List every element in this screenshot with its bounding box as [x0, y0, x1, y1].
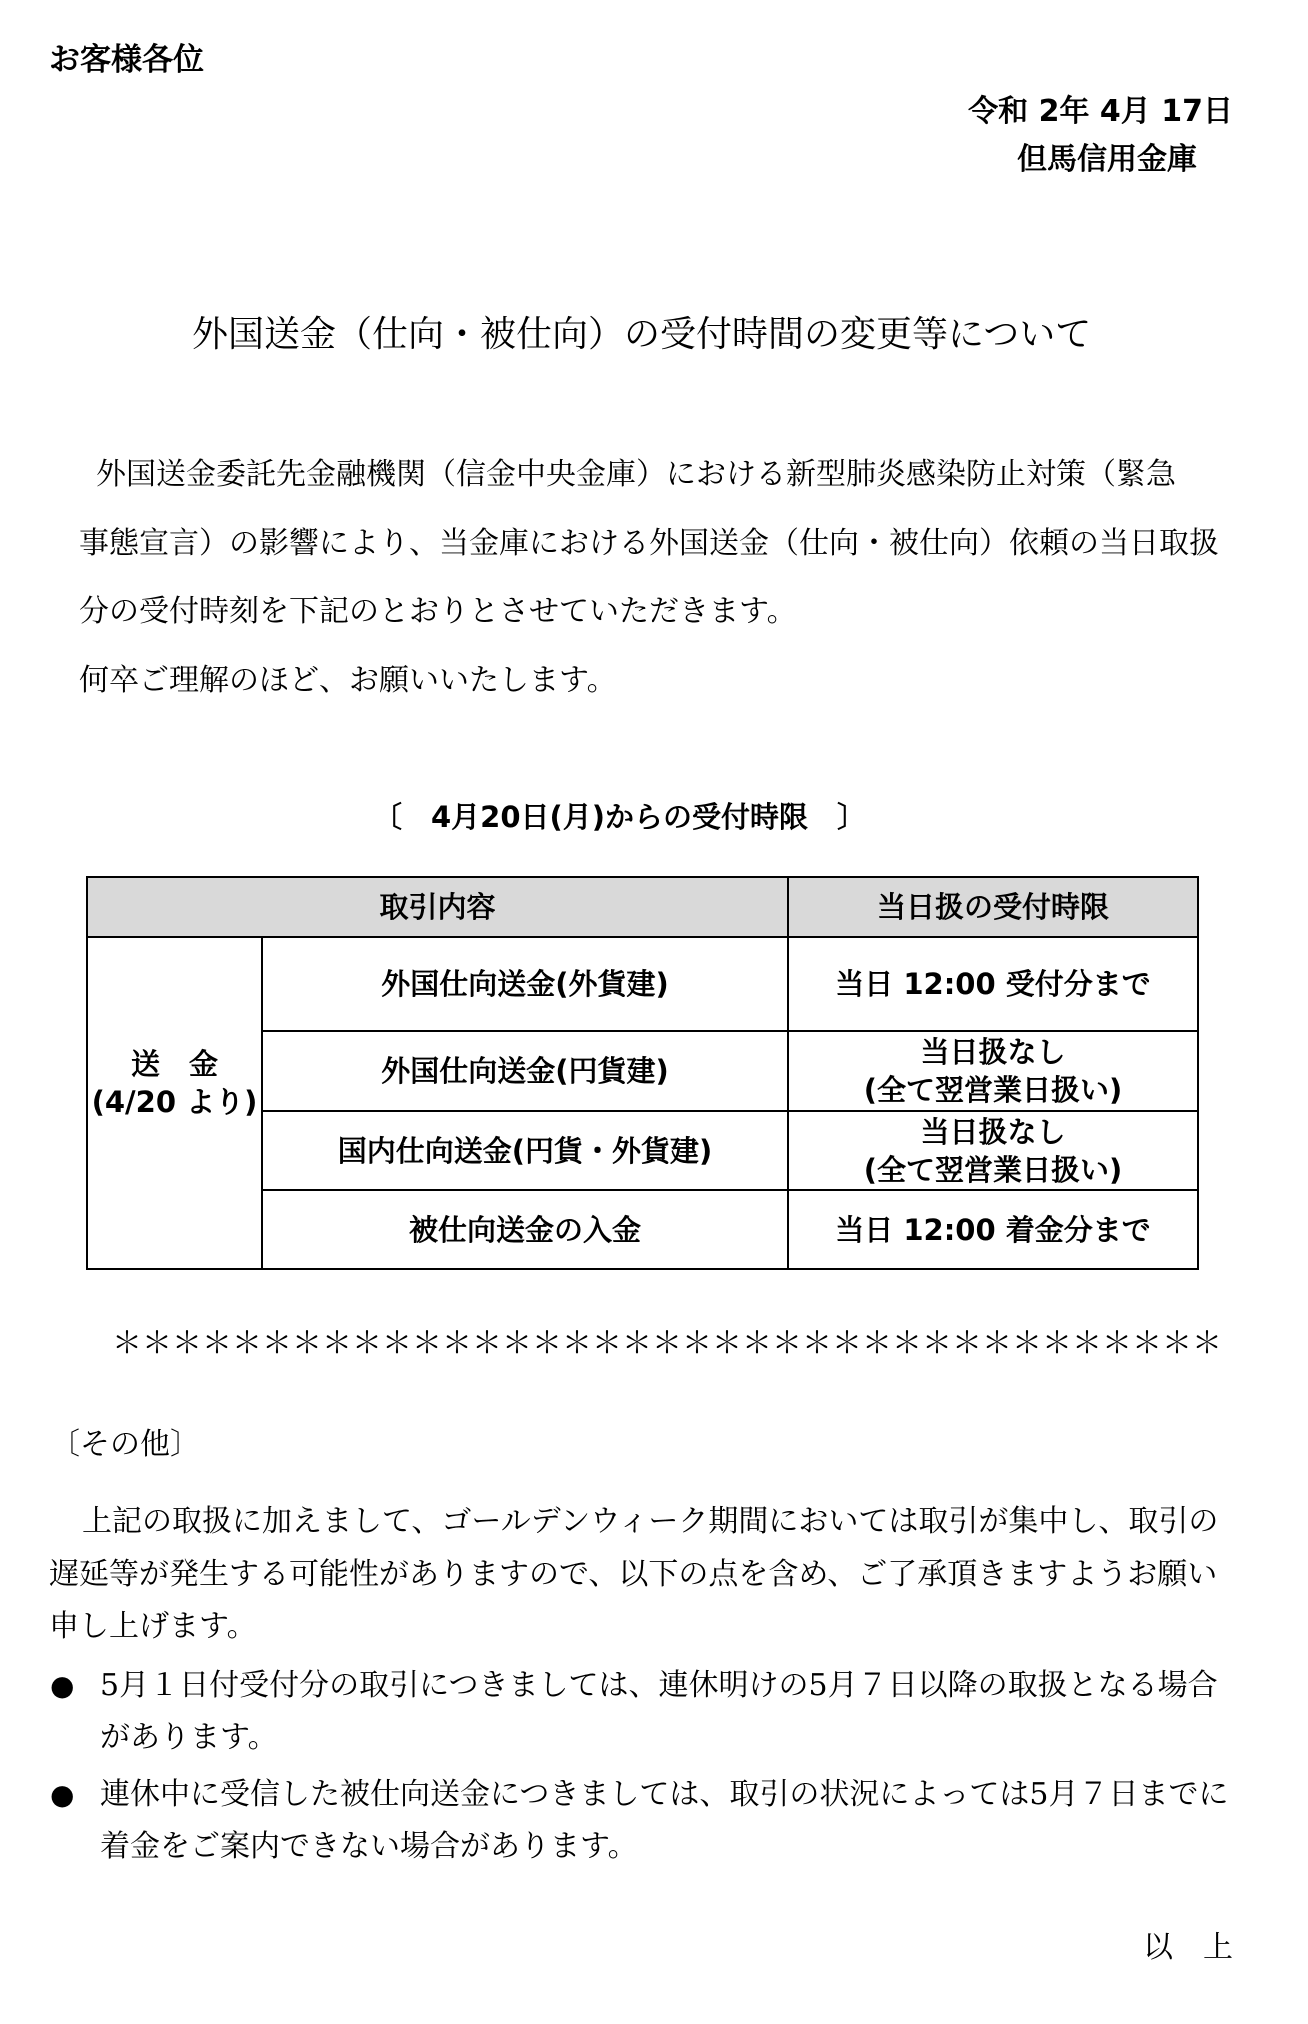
deadline-cell — [788, 937, 1198, 1031]
other-line: 申し上げます。 — [49, 1609, 257, 1644]
bullet-item — [100, 1769, 1229, 1873]
bullet-line: 着金をご案内できない場合があります。 — [100, 1829, 638, 1864]
table-header-row — [87, 877, 1198, 937]
other-line: 上記の取扱に加えまして、ゴールデンウィーク期間においては取引が集中し、取引の — [82, 1504, 1219, 1539]
intro-line: 分の受付時刻を下記のとおりとさせていただきます。 — [79, 594, 797, 630]
other-line: 遅延等が発生する可能性がありますので、以下の点を含め、ご了承頂きますようお願い — [49, 1556, 1218, 1592]
bullet-line: があります。 — [100, 1720, 278, 1755]
intro-line: 外国送金委託先金融機関（信金中央金庫）における新型肺炎感染防止対策（緊急 — [96, 457, 1176, 492]
deadline-cell — [788, 1111, 1198, 1190]
bullet-icon: ● — [50, 1669, 75, 1702]
transaction-cell: 被仕向送金の入金 — [262, 1190, 788, 1269]
group-cell — [87, 937, 262, 1269]
bullet-line: 5月１日付受付分の取引につきましては、連休明けの5月７日以降の取扱となる場合 — [100, 1668, 1218, 1703]
intro-line: 何卒ご理解のほど、お願いいたします。 — [79, 662, 617, 698]
table-row — [87, 937, 1198, 1031]
intro-paragraph — [79, 441, 1219, 715]
deadline-line: 当日扱なし — [920, 1035, 1066, 1069]
deadline-line: (全て翌営業日扱い) — [863, 1152, 1123, 1187]
intro-line: 事態宣言）の影響により、当金庫における外国送金（仕向・被仕向）依頼の当日取扱 — [79, 525, 1219, 561]
bullet-icon: ● — [50, 1778, 75, 1811]
transaction-cell: 国内仕向送金(円貨・外貨建) — [262, 1111, 788, 1190]
closing-mark: 以 上 — [1143, 1930, 1233, 1965]
other-heading: 〔その他〕 — [50, 1427, 200, 1462]
deadline-cell — [788, 1190, 1198, 1269]
schedule-heading: 〔 4月20日(月)からの受付時限 〕 — [373, 800, 867, 834]
issue-date: 令和 2年 4月 17日 — [968, 94, 1233, 129]
bullet-item — [100, 1660, 1218, 1764]
transaction-cell: 外国仕向送金(円貨建) — [262, 1031, 788, 1111]
deadline-cell — [788, 1031, 1198, 1111]
sender-name: 但馬信用金庫 — [1017, 142, 1197, 177]
group-label: 送 金 — [130, 1047, 218, 1081]
deadline-line: 当日 12:00 受付分まで — [835, 967, 1151, 1001]
bullet-line: 連休中に受信した被仕向送金につきましては、取引の状況によっては5月７日までに — [100, 1777, 1229, 1812]
addressee: お客様各位 — [49, 42, 204, 78]
deadline-line: (全て翌営業日扱い) — [863, 1073, 1123, 1107]
document-title: 外国送金（仕向・被仕向）の受付時間の変更等について — [192, 314, 1092, 355]
group-note: (4/20 より) — [91, 1085, 258, 1119]
other-paragraph — [49, 1496, 1218, 1654]
schedule-table — [86, 876, 1199, 1270]
transaction-cell: 外国仕向送金(外貨建) — [262, 937, 788, 1031]
deadline-line: 当日扱なし — [920, 1114, 1066, 1149]
deadline-line: 当日 12:00 着金分まで — [835, 1212, 1151, 1247]
asterisk-separator: ＊＊＊＊＊＊＊＊＊＊＊＊＊＊＊＊＊＊＊＊＊＊＊＊＊＊＊＊＊＊＊＊＊＊＊＊＊ — [112, 1326, 1222, 1361]
header-deadline: 当日扱の受付時限 — [788, 877, 1198, 937]
header-transaction: 取引内容 — [87, 877, 788, 937]
